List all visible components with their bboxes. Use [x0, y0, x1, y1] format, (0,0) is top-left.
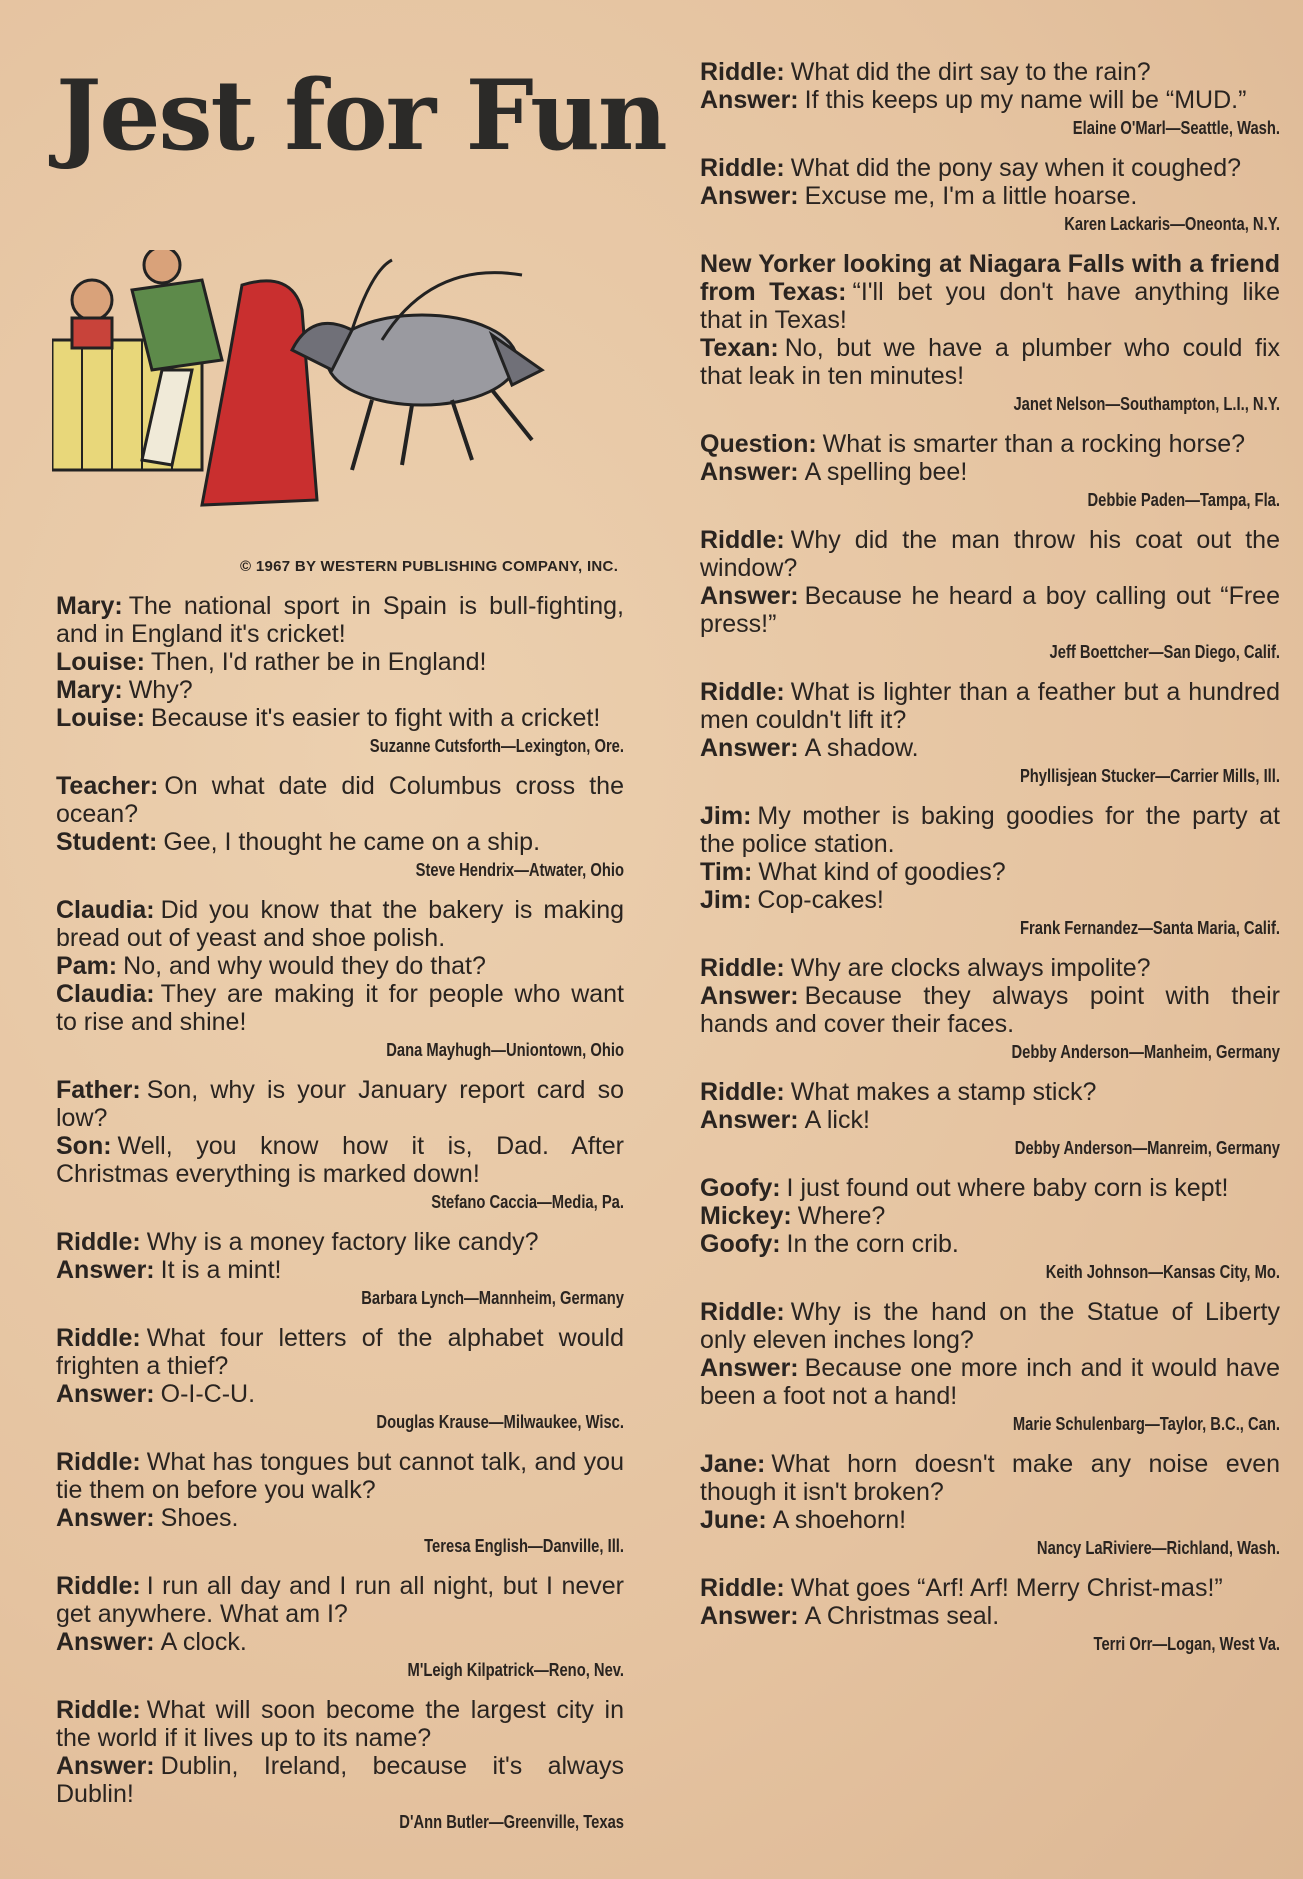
- contributor-credit: Janet Nelson—Southampton, L.I., N.Y.: [1013, 394, 1280, 414]
- speaker-label: Answer:: [56, 1752, 155, 1780]
- joke-text: Why did the man throw his coat out the window?: [700, 526, 1280, 582]
- contributor-credit: Teresa English—Danville, Ill.: [424, 1536, 624, 1556]
- joke-text: Because it's easier to fight with a cricket!: [150, 704, 601, 732]
- joke-item: [56, 896, 624, 1062]
- right-column: [700, 58, 1280, 1670]
- joke-item: [700, 526, 1280, 664]
- copyright-notice: © 1967 BY WESTERN PUBLISHING COMPANY, INC.: [240, 558, 619, 575]
- joke-line: [56, 828, 624, 856]
- contributor-credit: M'Leigh Kilpatrick—Reno, Nev.: [407, 1660, 624, 1680]
- joke-line: [700, 1174, 1280, 1202]
- contributor-credit: Keith Johnson—Kansas City, Mo.: [1045, 1262, 1280, 1282]
- joke-text: Because he heard a boy calling out “Free press!”: [700, 582, 1280, 638]
- joke-line: [56, 648, 624, 676]
- joke-line: [700, 954, 1280, 982]
- joke-line: [700, 1450, 1280, 1506]
- joke-text: What did the pony say when it coughed?: [790, 154, 1242, 182]
- joke-line: [700, 1298, 1280, 1354]
- joke-item: [56, 1448, 624, 1558]
- joke-text: Excuse me, I'm a little hoarse.: [804, 182, 1138, 210]
- joke-text: A Christmas seal.: [804, 1602, 1000, 1630]
- joke-text: My mother is baking goodies for the party at the police station.: [700, 802, 1280, 858]
- joke-text: On what date did Columbus cross the ocean?: [56, 772, 624, 828]
- joke-line: [56, 592, 624, 648]
- joke-line: [56, 1628, 624, 1656]
- joke-line: [700, 86, 1280, 114]
- joke-item: [700, 1450, 1280, 1560]
- joke-line: [700, 982, 1280, 1038]
- contributor-credit: Barbara Lynch—Mannheim, Germany: [361, 1288, 624, 1308]
- speaker-label: Goofy:: [700, 1230, 781, 1258]
- speaker-label: Answer:: [700, 1602, 799, 1630]
- joke-text: Where?: [797, 1202, 886, 1230]
- joke-item: [56, 772, 624, 882]
- joke-item: [56, 592, 624, 758]
- speaker-label: Riddle:: [56, 1572, 141, 1600]
- joke-line: [700, 1602, 1280, 1630]
- joke-line: [56, 1696, 624, 1752]
- joke-item: [56, 1324, 624, 1434]
- joke-line: [56, 1380, 624, 1408]
- speaker-label: Mickey:: [700, 1202, 792, 1230]
- speaker-label: Riddle:: [56, 1448, 141, 1476]
- speaker-label: Texan:: [700, 334, 779, 362]
- joke-line: [56, 1324, 624, 1380]
- joke-text: Why are clocks always impolite?: [790, 954, 1151, 982]
- joke-text: O-I-C-U.: [160, 1380, 256, 1408]
- joke-line: [56, 704, 624, 732]
- joke-line: [700, 182, 1280, 210]
- contributor-credit: Karen Lackaris—Oneonta, N.Y.: [1064, 214, 1280, 234]
- speaker-label: Riddle:: [56, 1228, 141, 1256]
- speaker-label: Claudia:: [56, 980, 155, 1008]
- joke-text: Cop-cakes!: [757, 886, 884, 914]
- contributor-credit: Suzanne Cutsforth—Lexington, Ore.: [369, 736, 624, 756]
- speaker-label: Jim:: [700, 886, 752, 914]
- joke-text: What horn doesn't make any noise even though it isn't broken?: [700, 1450, 1280, 1506]
- joke-line: [56, 676, 624, 704]
- contributor-credit: Nancy LaRiviere—Richland, Wash.: [1036, 1538, 1280, 1558]
- joke-line: [700, 582, 1280, 638]
- contributor-credit: Douglas Krause—Milwaukee, Wisc.: [376, 1412, 624, 1432]
- speaker-label: Answer:: [56, 1504, 155, 1532]
- speaker-label: Riddle:: [700, 678, 785, 706]
- joke-line: [700, 250, 1280, 334]
- speaker-label: Tim:: [700, 858, 753, 886]
- speaker-label: June:: [700, 1506, 767, 1534]
- joke-line: [56, 772, 624, 828]
- joke-line: [700, 58, 1280, 86]
- joke-line: [56, 1228, 624, 1256]
- joke-item: [700, 250, 1280, 416]
- joke-line: [56, 1132, 624, 1188]
- joke-text: Then, I'd rather be in England!: [150, 648, 487, 676]
- joke-text: Why?: [128, 676, 193, 704]
- joke-line: [700, 858, 1280, 886]
- joke-item: [700, 1078, 1280, 1160]
- joke-text: Because one more inch and it would have been a foot not a hand!: [700, 1354, 1280, 1410]
- joke-line: [56, 980, 624, 1036]
- joke-text: What has tongues but cannot talk, and you tie them on before you walk?: [56, 1448, 624, 1504]
- speaker-label: Answer:: [700, 1354, 799, 1382]
- speaker-label: Answer:: [56, 1256, 155, 1284]
- joke-text: What kind of goodies?: [758, 858, 1006, 886]
- joke-line: [700, 802, 1280, 858]
- speaker-label: Riddle:: [700, 1298, 785, 1326]
- joke-line: [56, 1504, 624, 1532]
- joke-item: [700, 58, 1280, 140]
- speaker-label: Riddle:: [56, 1696, 141, 1724]
- joke-line: [700, 1106, 1280, 1134]
- joke-line: [56, 1076, 624, 1132]
- joke-text: A spelling bee!: [804, 458, 968, 486]
- joke-text: Dublin, Ireland, because it's always Dublin!: [56, 1752, 624, 1808]
- joke-line: [56, 1752, 624, 1808]
- speaker-label: Answer:: [700, 86, 799, 114]
- bullfight-cartoon-illustration: [52, 250, 632, 550]
- joke-item: [700, 1174, 1280, 1284]
- joke-item: [700, 1574, 1280, 1656]
- joke-text: Well, you know how it is, Dad. After Christmas everything is marked down!: [56, 1132, 624, 1188]
- joke-text: What is smarter than a rocking horse?: [822, 430, 1246, 458]
- contributor-credit: Stefano Caccia—Media, Pa.: [431, 1192, 624, 1212]
- contributor-credit: Phyllisjean Stucker—Carrier Mills, Ill.: [1019, 766, 1280, 786]
- joke-line: [700, 430, 1280, 458]
- joke-text: What will soon become the largest city in the world if it lives up to its name?: [56, 1696, 624, 1752]
- speaker-label: Riddle:: [700, 58, 785, 86]
- joke-line: [700, 678, 1280, 734]
- joke-line: [700, 154, 1280, 182]
- joke-text: What makes a stamp stick?: [790, 1078, 1097, 1106]
- joke-line: [700, 1354, 1280, 1410]
- contributor-credit: Dana Mayhugh—Uniontown, Ohio: [386, 1040, 624, 1060]
- joke-text: No, and why would they do that?: [123, 952, 486, 980]
- speaker-label: Answer:: [700, 582, 799, 610]
- joke-line: [56, 952, 624, 980]
- speaker-label: Pam:: [56, 952, 118, 980]
- speaker-label: Riddle:: [700, 526, 785, 554]
- speaker-label: Answer:: [700, 1106, 799, 1134]
- speaker-label: Riddle:: [700, 1574, 785, 1602]
- speaker-label: Answer:: [700, 182, 799, 210]
- speaker-label: Jane:: [700, 1450, 766, 1478]
- speaker-label: New Yorker looking at Niagara Falls with a friend from Texas:: [700, 250, 1280, 306]
- joke-line: [56, 1572, 624, 1628]
- speaker-label: Louise:: [56, 648, 145, 676]
- speaker-label: Answer:: [700, 734, 799, 762]
- speaker-label: Question:: [700, 430, 817, 458]
- joke-text: No, but we have a plumber who could fix that leak in ten minutes!: [700, 334, 1280, 390]
- speaker-label: Mary:: [56, 592, 123, 620]
- joke-text: It is a mint!: [160, 1256, 282, 1284]
- joke-line: [700, 1506, 1280, 1534]
- joke-text: I run all day and I run all night, but I never get anywhere. What am I?: [56, 1572, 624, 1628]
- joke-text: What four letters of the alphabet would frighten a thief?: [56, 1324, 624, 1380]
- contributor-credit: Debby Anderson—Manheim, Germany: [1011, 1042, 1280, 1062]
- speaker-label: Claudia:: [56, 896, 155, 924]
- speaker-label: Father:: [56, 1076, 141, 1104]
- speaker-label: Son:: [56, 1132, 112, 1160]
- joke-text: I just found out where baby corn is kept!: [786, 1174, 1229, 1202]
- joke-line: [700, 526, 1280, 582]
- joke-text: What did the dirt say to the rain?: [790, 58, 1151, 86]
- speaker-label: Goofy:: [700, 1174, 781, 1202]
- joke-text: Why is a money factory like candy?: [146, 1228, 539, 1256]
- joke-item: [700, 1298, 1280, 1436]
- joke-item: [56, 1076, 624, 1214]
- joke-item: [700, 802, 1280, 940]
- joke-line: [56, 1448, 624, 1504]
- page-title: Jest for Fun: [56, 59, 666, 172]
- joke-text: The national sport in Spain is bull-fighting, and in England it's cricket!: [56, 592, 624, 648]
- joke-item: [700, 154, 1280, 236]
- joke-line: [700, 1202, 1280, 1230]
- joke-text: Because they always point with their hands and cover their faces.: [700, 982, 1280, 1038]
- joke-text: They are making it for people who want to rise and shine!: [56, 980, 624, 1036]
- speaker-label: Jim:: [700, 802, 752, 830]
- joke-line: [700, 886, 1280, 914]
- joke-text: A lick!: [804, 1106, 870, 1134]
- speaker-label: Riddle:: [56, 1324, 141, 1352]
- joke-item: [700, 430, 1280, 512]
- joke-line: [700, 1230, 1280, 1258]
- joke-line: [56, 1256, 624, 1284]
- speaker-label: Answer:: [700, 982, 799, 1010]
- speaker-label: Answer:: [56, 1628, 155, 1656]
- joke-text: If this keeps up my name will be “MUD.”: [804, 86, 1247, 114]
- joke-text: Son, why is your January report card so low?: [56, 1076, 624, 1132]
- joke-text: A clock.: [160, 1628, 247, 1656]
- joke-line: [56, 896, 624, 952]
- contributor-credit: Debbie Paden—Tampa, Fla.: [1087, 490, 1280, 510]
- joke-text: Did you know that the bakery is making bread out of yeast and shoe polish.: [56, 896, 624, 952]
- speaker-label: Mary:: [56, 676, 123, 704]
- joke-text: Shoes.: [160, 1504, 239, 1532]
- joke-item: [56, 1696, 624, 1834]
- joke-line: [700, 734, 1280, 762]
- contributor-credit: Frank Fernandez—Santa Maria, Calif.: [1019, 918, 1280, 938]
- contributor-credit: Jeff Boettcher—San Diego, Calif.: [1049, 642, 1280, 662]
- speaker-label: Answer:: [56, 1380, 155, 1408]
- joke-text: In the corn crib.: [786, 1230, 959, 1258]
- joke-line: [700, 334, 1280, 390]
- speaker-label: Riddle:: [700, 154, 785, 182]
- contributor-credit: Steve Hendrix—Atwater, Ohio: [415, 860, 624, 880]
- joke-line: [700, 1574, 1280, 1602]
- speaker-label: Louise:: [56, 704, 145, 732]
- joke-text: What goes “Arf! Arf! Merry Christ-mas!”: [790, 1574, 1223, 1602]
- contributor-credit: Elaine O'Marl—Seattle, Wash.: [1072, 118, 1280, 138]
- joke-text: “I'll bet you don't have anything like that in Texas!: [700, 278, 1281, 334]
- joke-item: [56, 1572, 624, 1682]
- joke-line: [700, 1078, 1280, 1106]
- speaker-label: Teacher:: [56, 772, 159, 800]
- joke-item: [56, 1228, 624, 1310]
- speaker-label: Riddle:: [700, 1078, 785, 1106]
- speaker-label: Riddle:: [700, 954, 785, 982]
- contributor-credit: D'Ann Butler—Greenville, Texas: [399, 1812, 624, 1832]
- speaker-label: Answer:: [700, 458, 799, 486]
- joke-text: Gee, I thought he came on a ship.: [163, 828, 541, 856]
- left-column: [56, 592, 624, 1848]
- joke-line: [700, 458, 1280, 486]
- contributor-credit: Terri Orr—Logan, West Va.: [1093, 1634, 1280, 1654]
- joke-item: [700, 954, 1280, 1064]
- joke-text: Why is the hand on the Statue of Liberty only eleven inches long?: [700, 1298, 1280, 1354]
- joke-text: A shadow.: [804, 734, 919, 762]
- contributor-credit: Marie Schulenbarg—Taylor, B.C., Can.: [1012, 1414, 1280, 1434]
- joke-text: What is lighter than a feather but a hundred men couldn't lift it?: [700, 678, 1280, 734]
- contributor-credit: Debby Anderson—Manreim, Germany: [1014, 1138, 1280, 1158]
- joke-text: A shoehorn!: [772, 1506, 907, 1534]
- speaker-label: Student:: [56, 828, 158, 856]
- joke-item: [700, 678, 1280, 788]
